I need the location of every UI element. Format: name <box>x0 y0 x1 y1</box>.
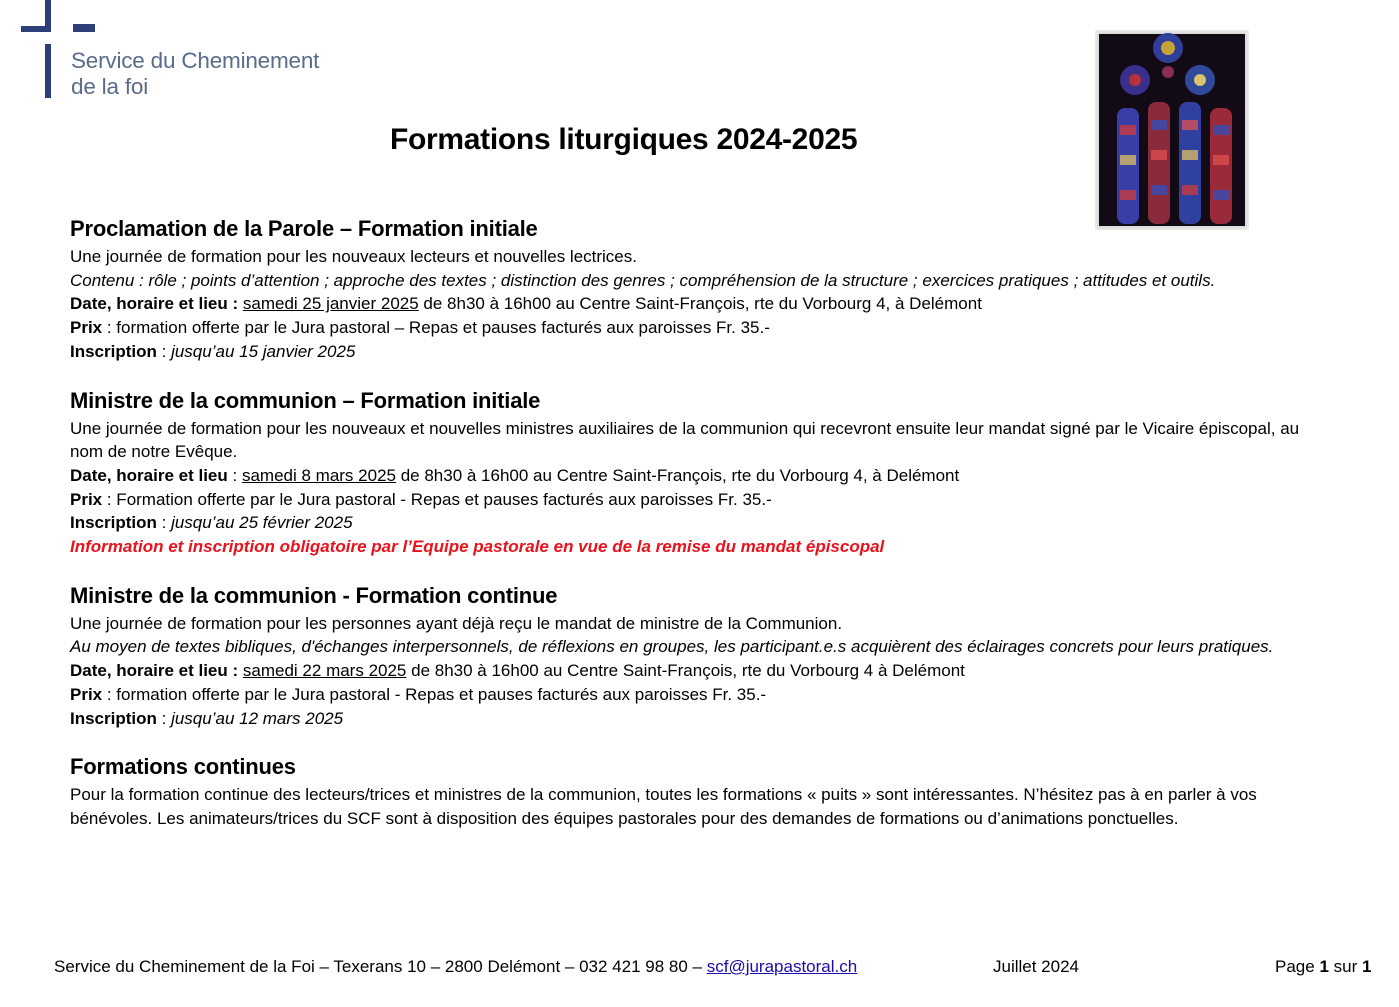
section-details: Au moyen de textes bibliques, d'échanges interpersonnels, de réflexions en groupes, les participant.e.s acquièrent des éclairages concrets pour leurs pratiques. <box>70 637 1274 657</box>
section-intro: Pour la formation continue des lecteurs/trices et ministres de la communion, toutes les formations « puits » sont intéressantes. N’hésitez pas à en parler à vos bénévoles. Les animateurs/trices du SCF sont à disposition des équipes pastorales pour des demandes de formations ou d’animations ponctuelles. <box>70 785 1257 828</box>
stained-glass-image <box>1095 30 1249 230</box>
section-heading: Formations continues <box>70 754 296 780</box>
section-formations-continues <box>70 753 1330 830</box>
mandatory-note: Information et inscription obligatoire par l’Equipe pastorale en vue de la remise du mandat épiscopal <box>70 537 885 557</box>
section-heading: Ministre de la communion – Formation initiale <box>70 387 541 413</box>
date-rest: de 8h30 à 16h00 au Centre Saint-François, rte du Vorbourg 4 à Delémont <box>406 661 965 681</box>
section-price <box>70 488 1330 512</box>
inscription-sep: : <box>156 708 172 728</box>
section-proclamation <box>70 215 1330 364</box>
section-inscription <box>70 511 1330 535</box>
price-rest: : Formation offerte par le Jura pastoral - Repas et pauses facturés aux paroisses Fr. 35.- <box>102 489 772 509</box>
footer-address-text: Service du Cheminement de la Foi – Texerans 10 – 2800 Delémont – 032 421 98 80 – <box>54 957 707 976</box>
inscription-sep: : <box>156 513 172 533</box>
date-value: samedi 25 janvier 2025 <box>242 294 419 314</box>
inscription-value: jusqu’au 25 février 2025 <box>171 513 353 533</box>
date-value: samedi 8 mars 2025 <box>241 465 396 485</box>
section-date <box>70 659 1330 683</box>
date-sep: : <box>227 465 242 485</box>
price-label: Prix <box>70 489 103 509</box>
footer-email-link[interactable]: scf@jurapastoral.ch <box>706 957 858 976</box>
section-heading: Proclamation de la Parole – Formation initiale <box>70 216 538 241</box>
brand-name-line2: de la foi <box>71 74 149 99</box>
price-label: Prix <box>70 318 103 338</box>
section-date <box>70 464 1330 488</box>
price-rest: : formation offerte par le Jura pastoral - Repas et pauses facturés aux paroisses Fr. 35.- <box>102 684 767 704</box>
section-date <box>70 292 1330 316</box>
section-price <box>70 683 1330 707</box>
section-details: Contenu : rôle ; points d’attention ; approche des textes ; distinction des genres ; compréhension de la structure ; exercices pratiques ; attitudes et outils. <box>70 270 1216 290</box>
page-word: Page <box>1275 957 1320 976</box>
section-intro: Une journée de formation pour les nouveaux et nouvelles ministres auxiliaires de la communion qui recevront ensuite leur mandat signé par le Vicaire épiscopal, au nom de notre Evêque. <box>70 418 1300 462</box>
section-heading: Ministre de la communion - Formation continue <box>70 582 558 608</box>
section-inscription <box>70 707 1330 731</box>
price-rest: : formation offerte par le Jura pastoral – Repas et pauses facturés aux paroisses Fr. 35.- <box>102 318 770 338</box>
inscription-sep: : <box>156 341 172 361</box>
page-total: 1 <box>1361 957 1372 976</box>
footer-address <box>54 956 857 978</box>
inscription-value: jusqu’au 12 mars 2025 <box>171 708 344 728</box>
date-label: Date, horaire et lieu : <box>70 294 239 314</box>
date-label: Date, horaire et lieu <box>70 465 228 485</box>
date-value: samedi 22 mars 2025 <box>242 661 407 681</box>
section-price <box>70 316 1330 340</box>
page-num: 1 <box>1319 957 1329 976</box>
main-content <box>70 215 1330 854</box>
inscription-label: Inscription <box>70 341 157 361</box>
section-intro: Une journée de formation pour les nouveaux lecteurs et nouvelles lectrices. <box>70 247 637 266</box>
date-rest: de 8h30 à 16h00 au Centre Saint-François, rte du Vorbourg 4, à Delémont <box>418 294 982 314</box>
section-intro: Une journée de formation pour les personnes ayant déjà reçu le mandat de ministre de la Communion. <box>70 613 843 633</box>
footer-date: Juillet 2024 <box>993 957 1080 976</box>
date-label: Date, horaire et lieu : <box>70 661 239 681</box>
page-of: sur <box>1328 957 1362 976</box>
section-ministre-initiale <box>70 387 1330 559</box>
inscription-value: jusqu’au 15 janvier 2025 <box>171 341 356 361</box>
section-inscription <box>70 340 1330 364</box>
footer-page-number <box>1275 956 1371 978</box>
inscription-label: Inscription <box>70 513 157 533</box>
brand-name <box>71 48 319 100</box>
page-title: Formations liturgiques 2024-2025 <box>390 123 858 156</box>
inscription-label: Inscription <box>70 708 157 728</box>
price-label: Prix <box>70 684 103 704</box>
brand-name-line1: Service du Cheminement <box>71 48 320 73</box>
logo <box>18 0 358 100</box>
section-ministre-continue <box>70 582 1330 731</box>
date-rest: de 8h30 à 16h00 au Centre Saint-François, rte du Vorbourg 4, à Delémont <box>395 465 960 485</box>
